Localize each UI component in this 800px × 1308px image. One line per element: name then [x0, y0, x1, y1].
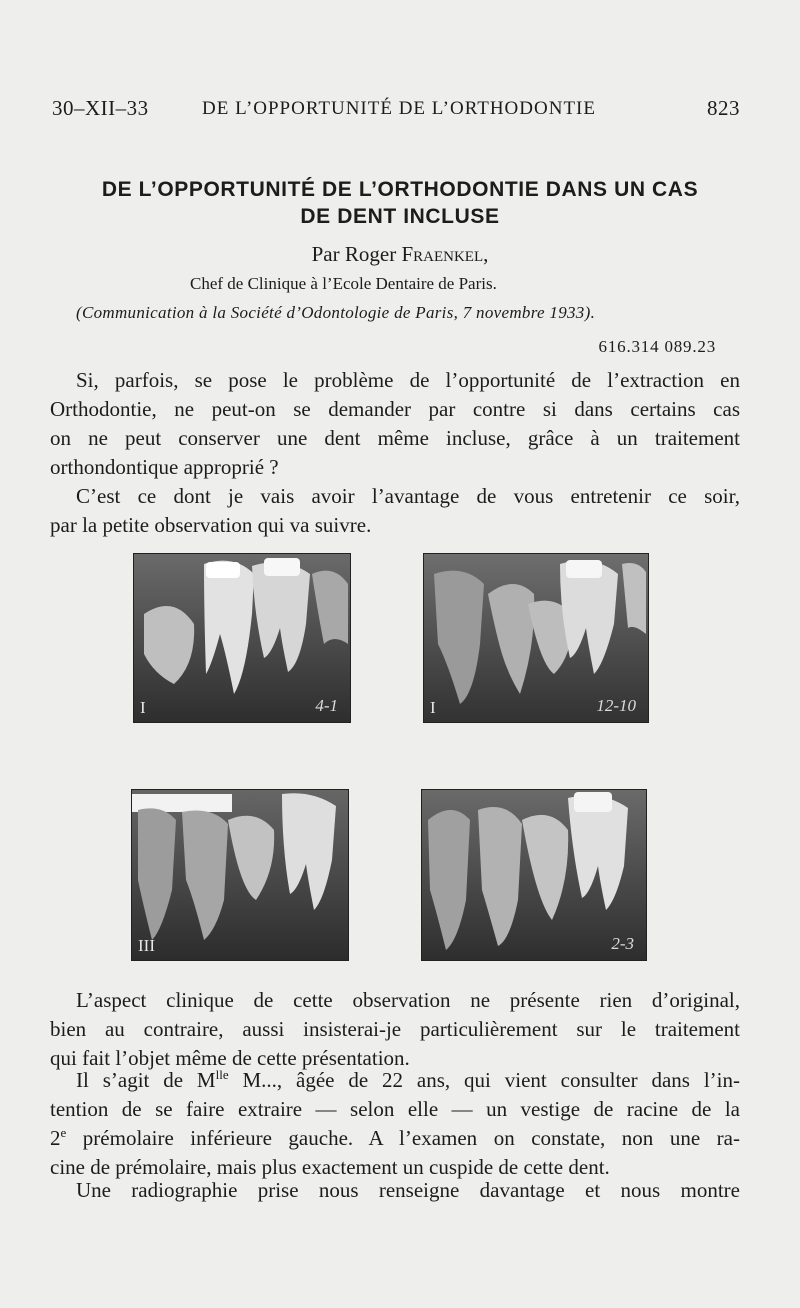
paragraph-4 [50, 1066, 740, 1182]
text-line: tention de se faire extraire — selon elle — un vestige de racine de la [50, 1097, 740, 1121]
figure-date: 4-1 [315, 696, 338, 715]
text-line: Une radiographie prise nous renseigne davantage et nous montre [76, 1178, 740, 1202]
radiograph-1 [134, 554, 350, 722]
radiograph-4 [422, 790, 646, 960]
paragraph-intro-1 [50, 366, 740, 482]
text-fragment: M..., âgée de 22 ans, qui vient consulter dans l’in- [228, 1068, 740, 1092]
text-line: qui fait l’objet même de cette présentation. [50, 1046, 410, 1070]
superscript: lle [215, 1067, 229, 1082]
paragraph-intro-2 [50, 482, 740, 540]
radiograph-3 [132, 790, 348, 960]
text-line: Orthodontie, ne peut-on se demander par contre si dans certains cas [50, 397, 740, 421]
text-line: L’aspect clinique de cette observation ne présente rien d’original, [76, 988, 740, 1012]
paragraph-5 [50, 1176, 740, 1205]
running-header [52, 96, 740, 130]
radiograph-image [132, 790, 348, 960]
text-fragment: prémolaire inférieure gauche. A l’examen on constate, non une ra- [66, 1126, 740, 1150]
text-line: Si, parfois, se pose le problème de l’opportunité de l’extraction en [76, 368, 740, 392]
superscript: e [60, 1125, 67, 1140]
author-surname: Fraenkel, [401, 242, 489, 266]
author-prefix: Par Roger [311, 242, 397, 266]
title-line-2: DE DENT INCLUSE [300, 205, 500, 228]
text-line [50, 1124, 740, 1153]
issue-date: 30–XII–33 [52, 96, 149, 120]
text-line: on ne peut conserver une dent même incluse, grâce à un traitement [50, 426, 740, 450]
article-title [50, 176, 750, 230]
figure-date: 2-3 [611, 934, 634, 953]
figure-numeral: I [140, 698, 146, 717]
text-fragment: Il s’agit de M [76, 1068, 216, 1092]
text-line [50, 1066, 740, 1095]
communication-note: (Communication à la Société d’Odontologie de Paris, 7 novembre 1933). [76, 303, 596, 322]
text-line: cine de prémolaire, mais plus exactement un cuspide de cette dent. [50, 1155, 610, 1179]
figure-numeral: III [138, 936, 155, 955]
figure-numeral: I [430, 698, 436, 717]
author-byline [0, 242, 800, 267]
author-affiliation: Chef de Clinique à l’Ecole Dentaire de Paris. [190, 274, 497, 293]
classification-code: 616.314 089.23 [598, 337, 716, 356]
paragraph-3 [50, 986, 740, 1073]
title-line-1: DE L’OPPORTUNITÉ DE L’ORTHODONTIE DANS UN CAS [101, 178, 699, 201]
figure-date: 12-10 [596, 696, 636, 715]
text-line: bien au contraire, aussi insisterai-je particulièrement sur le traitement [50, 1017, 740, 1041]
text-line: C’est ce dont je vais avoir l’avantage de vous entretenir ce soir, [76, 484, 740, 508]
page-number: 823 [707, 96, 740, 120]
text-line: par la petite observation qui va suivre. [50, 513, 372, 537]
running-title: DE L’OPPORTUNITÉ DE L’ORTHODONTIE [202, 98, 596, 119]
text-line: orthondontique approprié ? [50, 455, 279, 479]
text-fragment: 2 [50, 1126, 61, 1150]
radiograph-2 [424, 554, 648, 722]
